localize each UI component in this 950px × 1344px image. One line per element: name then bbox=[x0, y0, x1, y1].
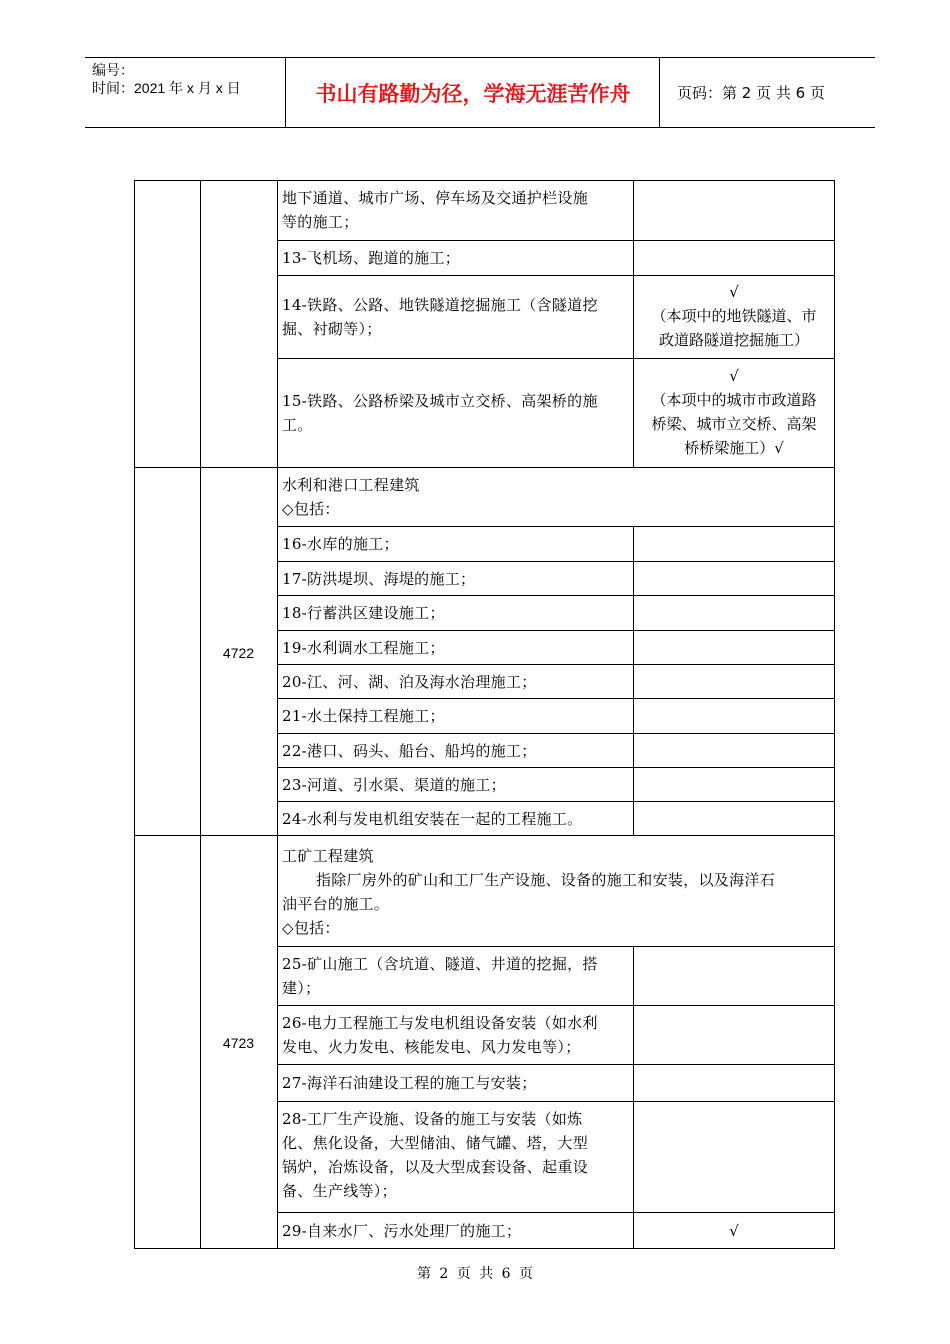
table-border bbox=[834, 180, 835, 1249]
header-divider bbox=[659, 58, 660, 127]
table-border bbox=[277, 946, 835, 947]
category-code: 4723 bbox=[222, 1035, 255, 1051]
page-header bbox=[85, 57, 875, 128]
header-motto: 书山有路勤为径，学海无涯苦作舟 bbox=[315, 81, 631, 106]
table-border bbox=[134, 180, 135, 1249]
cell-line: 锅炉，冶炼设备，以及大型成套设备、起重设 bbox=[282, 1158, 589, 1176]
cell-line: 地下通道、城市广场、停车场及交通护栏设施 bbox=[282, 189, 589, 207]
list-item: 16-水库的施工； bbox=[282, 535, 399, 553]
number-label: 编号： bbox=[92, 62, 134, 78]
table-row bbox=[282, 293, 598, 341]
cell-line: 25-矿山施工（含坑道、隧道、井道的挖掘，搭 bbox=[282, 955, 598, 973]
cell-line: 发电、火力发电、核能发电、风力发电等）； bbox=[282, 1038, 581, 1056]
mark-note: 政道路隧道挖掘施工） bbox=[658, 331, 809, 349]
table-border bbox=[277, 526, 835, 527]
check-mark: √ bbox=[729, 367, 739, 385]
table-border bbox=[633, 526, 634, 835]
header-meta bbox=[92, 58, 285, 127]
table-row bbox=[282, 389, 598, 437]
table-row bbox=[282, 1107, 588, 1203]
cell-line: 建）； bbox=[282, 979, 321, 997]
table-border bbox=[277, 1101, 835, 1102]
check-mark-cell bbox=[634, 280, 834, 352]
cell-line: 28-工厂生产设施、设备的施工与安装（如炼 bbox=[282, 1110, 583, 1128]
list-item: 20-江、河、湖、泊及海水治理施工； bbox=[282, 673, 537, 691]
list-item: 24-水利与发电机组安装在一起的工程施工。 bbox=[282, 810, 583, 828]
cell-line: 13-飞机场、跑道的施工； bbox=[282, 249, 461, 267]
table-row bbox=[282, 1011, 598, 1059]
table-border bbox=[134, 835, 835, 836]
page-footer: 第 2 页 共 6 页 bbox=[416, 1266, 534, 1282]
table-border bbox=[277, 733, 835, 734]
table-border bbox=[277, 1064, 835, 1065]
category-code: 4722 bbox=[222, 645, 255, 661]
category-description: 指除厂房外的矿山和工厂生产设施、设备的施工和安装，以及海洋石 bbox=[316, 871, 776, 889]
table-border bbox=[277, 595, 835, 596]
table-border bbox=[134, 180, 835, 181]
table-border bbox=[277, 664, 835, 665]
table-border bbox=[277, 180, 278, 1249]
list-item: 23-河道、引水渠、渠道的施工； bbox=[282, 776, 506, 794]
table-row bbox=[282, 1219, 521, 1243]
cell-line: 29-自来水厂、污水处理厂的施工； bbox=[282, 1222, 522, 1240]
header-page-info bbox=[668, 58, 875, 127]
mark-note: （本项中的地铁隧道、市 bbox=[651, 307, 817, 325]
page-info-text: 页码：第 2 页 共 6 页 bbox=[677, 84, 825, 102]
category-title bbox=[282, 473, 420, 521]
table-row bbox=[282, 246, 460, 270]
cell-line: 油平台的施工。 bbox=[282, 895, 390, 913]
table-border bbox=[277, 801, 835, 802]
list-item: 22-港口、码头、船台、船坞的施工； bbox=[282, 742, 537, 760]
table-border bbox=[277, 358, 835, 359]
mark-note: 桥梁、城市立交桥、高架 bbox=[651, 415, 817, 433]
table-row bbox=[282, 952, 598, 1000]
date-label: 时间：2021 年 x 月 x 日 bbox=[92, 80, 241, 96]
list-item: 18-行蓄洪区建设施工； bbox=[282, 604, 445, 622]
table-border bbox=[277, 1005, 835, 1006]
table-border bbox=[134, 467, 835, 468]
cell-line: 掘、衬砌等）； bbox=[282, 320, 382, 338]
cell-line: 15-铁路、公路桥梁及城市立交桥、高架桥的施 bbox=[282, 392, 598, 410]
cell-line: 等的施工； bbox=[282, 213, 359, 231]
table-border bbox=[277, 630, 835, 631]
table-border bbox=[277, 275, 835, 276]
cell-line: 27-海洋石油建设工程的施工与安装； bbox=[282, 1074, 537, 1092]
cell-line: 14-铁路、公路、地铁隧道挖掘施工（含隧道挖 bbox=[282, 296, 598, 314]
table-row bbox=[282, 186, 588, 234]
cell-line: 水利和港口工程建筑 bbox=[282, 476, 420, 494]
table-border bbox=[277, 1212, 835, 1213]
cell-line: 化、焦化设备，大型储油、储气罐、塔，大型 bbox=[282, 1134, 589, 1152]
table-border bbox=[277, 698, 835, 699]
table-border bbox=[277, 561, 835, 562]
table-border bbox=[277, 240, 835, 241]
table-border bbox=[200, 180, 201, 1249]
cell-line: ◇包括： bbox=[282, 919, 340, 937]
cell-line: ◇包括： bbox=[282, 500, 340, 518]
mark-note: （本项中的城市市政道路 bbox=[651, 391, 817, 409]
cell-line: 26-电力工程施工与发电机组设备安装（如水利 bbox=[282, 1014, 598, 1032]
table-border bbox=[134, 1248, 835, 1249]
check-mark: √ bbox=[729, 1222, 739, 1240]
mark-note: 桥桥梁施工）√ bbox=[684, 439, 784, 457]
table-border bbox=[633, 946, 634, 1249]
check-mark-cell bbox=[634, 364, 834, 460]
cell-line: 工矿工程建筑 bbox=[282, 847, 374, 865]
table-row bbox=[282, 1071, 537, 1095]
category-title bbox=[282, 844, 775, 940]
cell-line: 工。 bbox=[282, 416, 313, 434]
list-item: 19-水利调水工程施工； bbox=[282, 639, 445, 657]
check-mark: √ bbox=[729, 283, 739, 301]
cell-line: 备、生产线等）； bbox=[282, 1182, 397, 1200]
list-item: 17-防洪堤坝、海堤的施工； bbox=[282, 570, 476, 588]
classification-table bbox=[134, 180, 835, 1249]
table-border bbox=[277, 767, 835, 768]
list-item: 21-水土保持工程施工； bbox=[282, 707, 445, 725]
